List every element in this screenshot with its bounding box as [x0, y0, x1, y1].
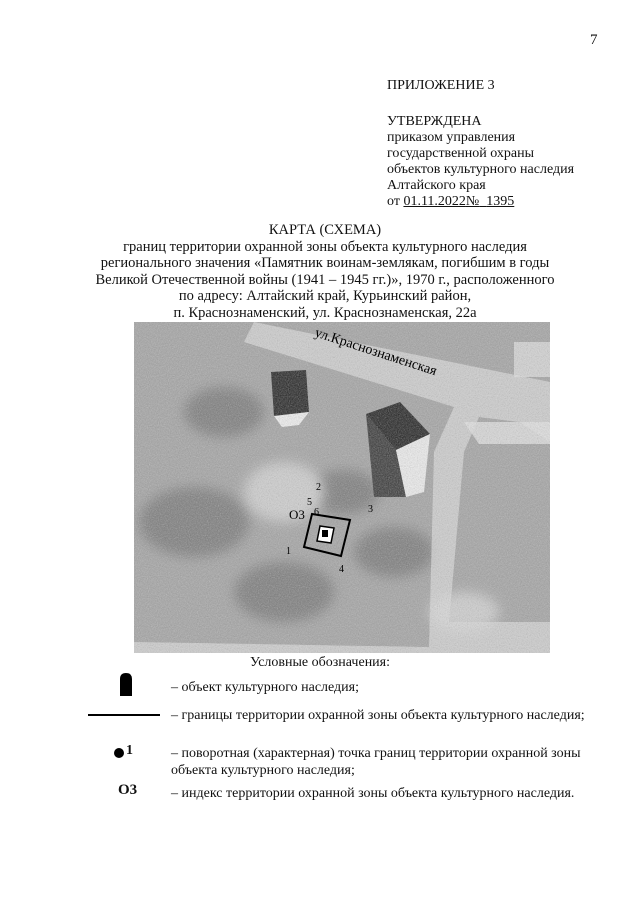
legend-text: – поворотная (характерная) точка границ территории охранной зоны объекта культурного наследия;: [171, 746, 581, 778]
date-prefix: от: [387, 194, 400, 209]
point-label: 3: [368, 504, 373, 515]
title-line: п. Краснознаменский, ул. Краснознаменская, 22а: [173, 304, 477, 321]
index-symbol: О3: [118, 782, 138, 798]
point-label: 1: [286, 546, 291, 557]
legend-text: – индекс территории охранной зоны объекта культурного наследия.: [171, 786, 575, 801]
approval-status: УТВЕРЖДЕНА: [387, 114, 482, 129]
street-label: ул.Краснознаменская: [312, 325, 439, 380]
approval-block: [387, 78, 627, 210]
map-title: [60, 222, 590, 321]
approval-date-line: [387, 194, 627, 210]
legend-title: Условные обозначения:: [249, 655, 391, 670]
title-line: Великой Отечественной войны (1941 – 1945 гг.)», 1970 г., расположенного: [95, 271, 555, 288]
point-label: 4: [339, 564, 344, 575]
point-label: 5: [307, 497, 312, 508]
title-main: КАРТА (СХЕМА): [268, 222, 382, 238]
approval-line: Алтайского края: [387, 178, 486, 193]
point-symbol-label: 1: [126, 743, 133, 758]
number-sign: №: [465, 194, 480, 209]
legend-text: – объект культурного наследия;: [171, 680, 359, 695]
title-line: границ территории охранной зоны объекта культурного наследия: [123, 238, 527, 255]
approval-line: государственной охраны: [387, 146, 535, 161]
approval-number: 1395: [486, 194, 515, 209]
point-symbol-dot: [114, 748, 124, 758]
legend-text: – границы территории охранной зоны объекта культурного наследия;: [171, 708, 585, 723]
boundary-line-symbol: [88, 714, 160, 716]
page-number: 7: [590, 32, 598, 48]
monument-icon: [118, 672, 134, 696]
title-line: по адресу: Алтайский край, Курьинский район,: [178, 288, 472, 304]
title-line: регионального значения «Памятник воинам-землякам, погибшим в годы: [100, 255, 550, 271]
point-label: 6: [314, 507, 319, 518]
satellite-map: [134, 322, 550, 653]
zone-index-label: О3: [289, 507, 305, 522]
point-label: 2: [316, 482, 321, 493]
approval-date: 01.11.2022: [403, 194, 466, 209]
approval-line: приказом управления: [387, 130, 516, 145]
appendix-label: ПРИЛОЖЕНИЕ 3: [387, 78, 495, 93]
approval-line: объектов культурного наследия: [387, 162, 575, 177]
